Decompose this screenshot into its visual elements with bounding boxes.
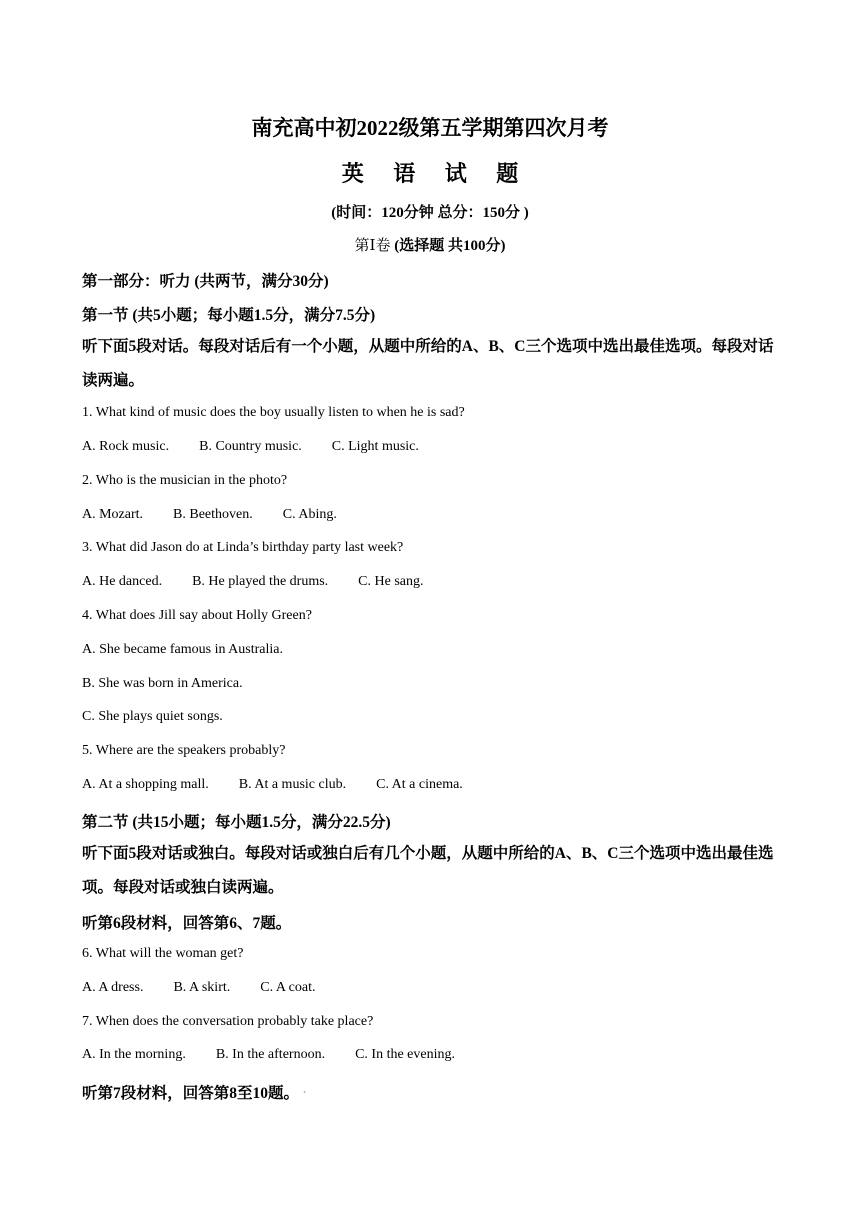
question-5-options (82, 777, 782, 793)
question-1-stem: 1. What kind of music does the boy usually listen to when he is sad? (82, 405, 465, 420)
part1-heading: 第一部分：听力 (共两节，满分30分) (82, 273, 329, 290)
question-1-options (82, 439, 782, 455)
section2-heading: 第二节 (共15小题；每小题1.5分，满分22.5分) (82, 814, 391, 831)
option-a[interactable]: A. In the morning. (82, 1047, 186, 1062)
question-3-options (82, 574, 782, 590)
question-2-stem: 2. Who is the musician in the photo? (82, 473, 288, 488)
exam-meta: (时间：120分钟 总分：150分 ) (331, 205, 529, 221)
question-7-stem: 7. When does the conversation probably take place? (82, 1014, 374, 1029)
option-b[interactable]: B. Country music. (199, 439, 302, 454)
option-a[interactable]: A. He danced. (82, 574, 163, 589)
option-a[interactable]: A. Rock music. (82, 439, 170, 454)
question-4-option-c[interactable]: C. She plays quiet songs. (82, 709, 223, 724)
stray-mark: ˊ (303, 1090, 307, 1100)
material-6-heading: 听第6段材料，回答第6、7题。 (82, 915, 292, 932)
question-2-options (82, 507, 782, 523)
volume-prefix: 第Ⅰ卷 (354, 238, 391, 254)
option-c[interactable]: C. Light music. (331, 439, 419, 454)
question-6-options (82, 980, 782, 996)
option-a[interactable]: A. A dress. (82, 980, 144, 995)
question-5-stem: 5. Where are the speakers probably? (82, 743, 286, 758)
option-b[interactable]: B. At a music club. (238, 777, 347, 792)
question-4-stem: 4. What does Jill say about Holly Green? (82, 608, 312, 623)
exam-title: 南充高中初2022级第五学期第四次月考 (251, 116, 609, 140)
volume-description: (选择题 共100分) (390, 238, 506, 254)
option-c[interactable]: C. In the evening. (355, 1047, 455, 1062)
section2-instruction: 听下面5段对话或独白。每段对话或独白后有几个小题，从题中所给的A、B、C三个选项中选出最佳选项。每段对话或独白读两遍。 (82, 845, 774, 896)
volume-heading (0, 234, 860, 255)
option-a[interactable]: A. At a shopping mall. (82, 777, 209, 792)
option-c[interactable]: C. At a cinema. (376, 777, 463, 792)
option-b[interactable]: B. He played the drums. (192, 574, 329, 589)
option-c[interactable]: C. Abing. (282, 507, 337, 522)
option-c[interactable]: C. He sang. (358, 574, 424, 589)
question-6-stem: 6. What will the woman get? (82, 946, 244, 961)
option-c[interactable]: C. A coat. (260, 980, 316, 995)
question-4-option-b[interactable]: B. She was born in America. (82, 676, 243, 691)
question-7-options (82, 1047, 782, 1063)
option-b[interactable]: B. A skirt. (173, 980, 231, 995)
section1-heading: 第一节 (共5小题；每小题1.5分，满分7.5分) (82, 307, 376, 324)
question-4-option-a[interactable]: A. She became famous in Australia. (82, 642, 284, 657)
exam-subject: 英 语 试 题 (341, 161, 531, 186)
option-b[interactable]: B. In the afternoon. (215, 1047, 326, 1062)
question-3-stem: 3. What did Jason do at Linda’s birthday party last week? (82, 540, 404, 555)
material-7-heading (82, 1081, 782, 1103)
material-7-text: 听第7段材料，回答第8至10题。 (82, 1085, 300, 1102)
option-b[interactable]: B. Beethoven. (173, 507, 253, 522)
section1-instruction: 听下面5段对话。每段对话后有一个小题，从题中所给的A、B、C三个选项中选出最佳选项。每段对话读两遍。 (82, 338, 774, 389)
option-a[interactable]: A. Mozart. (82, 507, 144, 522)
